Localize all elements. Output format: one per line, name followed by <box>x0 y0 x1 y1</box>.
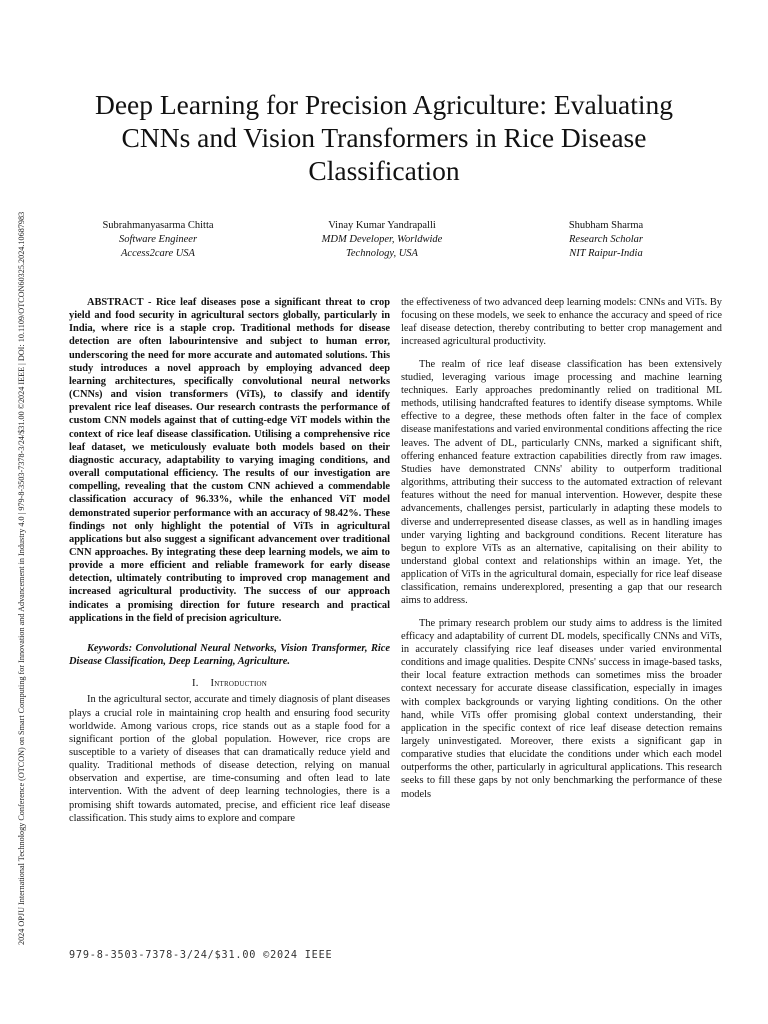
author-affiliation: Technology, USA <box>346 248 418 260</box>
left-column <box>69 296 390 825</box>
author-name: Subrahmanyasarma Chitta <box>102 220 214 231</box>
intro-paragraph-1-continued: the effectiveness of two advanced deep learning models: CNNs and ViTs. By focusing on these models, we seek to enhance the accuracy and speed of rice leaf disease detection, thereby contributing to better crop management and increased agricultural productivity. <box>401 297 722 348</box>
author-name: Vinay Kumar Yandrapalli <box>328 220 436 231</box>
section-number: I. <box>191 678 199 690</box>
right-column <box>401 296 722 801</box>
author-2 <box>272 219 492 262</box>
author-affiliation: NIT Raipur-India <box>569 248 643 260</box>
section-title: Introduction <box>210 678 268 690</box>
intro-paragraph-2: The realm of rice leaf disease classification has been extensively studied, leveraging various image processing and machine learning techniques. Early approaches predominantly relied on traditional ML methods, utilising handcrafted features to identify disease symptoms. While effective to a degree, these methods often falter in the face of complex disease manifestations and varied environmental conditions affecting the rice leaves. The advent of DL, particularly CNNs, marked a significant shift, offering enhanced feature extraction capabilities directly from raw images. Studies have demonstrated CNNs' ability to outperform traditional algorithms, attributing their success to the automated extraction of relevant features without the need for manual intervention. However, despite these advancements, challenges persist, particularly in adapting these models to diverse and underrepresented disease classes, as well as in handling images under varying lighting and background conditions. Recent literature has begun to explore ViTs as an alternative, capitalising on their ability to understand global context and relationships within an image. Yet, the application of ViTs in the agricultural domain, especially for rice leaf disease classification, remains underexplored, presenting a gap that our research aims to address. <box>401 358 722 607</box>
author-block <box>0 219 768 269</box>
author-name: Shubham Sharma <box>568 220 644 231</box>
author-affiliation: Access2care USA <box>121 248 195 260</box>
abstract <box>69 296 390 625</box>
author-1 <box>48 219 268 262</box>
author-role: Research Scholar <box>569 234 643 246</box>
intro-paragraph-3: The primary research problem our study aims to address is the limited efficacy and adaptability of current DL models, specifically CNNs and ViTs, in accurately classifying rice leaf diseases under varied environmental conditions and image qualities. Despite CNNs' success in image-based tasks, their local feature extraction methods can sometimes miss the broader context necessary for accurate disease classification, especially in images with complex backgrounds or varying lighting conditions. On the other hand, while ViTs offer promising global context understanding, their application in the specific context of rice leaf disease detection remains largely uninvestigated. Moreover, there exists a significant gap in comparative studies that elucidate the conditions under which each model outperforms the other, particularly in agricultural applications. This research seeks to fill these gaps by not only benchmarking the performance of these models <box>401 617 722 800</box>
footer-copyright-code: 979-8-3503-7378-3/24/$31.00 ©2024 IEEE <box>69 950 333 961</box>
abstract-text: - Rice leaf diseases pose a significant threat to crop yield and food security in agricultural sectors globally, particularly in India, where rice is a staple crop. Traditional methods for disease detection are often labourintensive and subject to human error, underscoring the need for more accurate and automated solutions. This study introduces a novel approach by employing advanced deep learning architectures, specifically convolutional neural networks (CNNs) and vision transformers (ViTs), to classify and identify prevalent rice leaf diseases. Our research contrasts the performance of custom CNN models against that of cutting-edge ViT models within the context of rice leaf disease classification. Utilising a comprehensive rice leaf dataset, we meticulously evaluate both models based on their diagnostic accuracy, adaptability to varying imaging conditions, and overall computational efficiency. The results of our investigation are compelling, revealing that the custom CNN achieved a commendable classification accuracy of 96.33%, while the enhanced ViT model demonstrated superior performance with an accuracy of 98.42%. These findings not only highlight the potential of ViTs in agricultural applications but also suggest a significant advancement over traditional CNN approaches. By integrating these deep learning models, we aim to provide a more efficient and reliable framework for early disease detection, ultimately contributing to improved crop management and increased agricultural productivity. The success of our approach indicates a promising direction for future research and practical applications in the field of precision agriculture. <box>69 297 390 624</box>
keywords: Keywords: Convolutional Neural Networks, Vision Transformer, Rice Disease Classification, Deep Learning, Agriculture. <box>69 642 390 668</box>
paper-title: Deep Learning for Precision Agriculture: Evaluating CNNs and Vision Transformers in Rice Disease Classification <box>94 89 674 186</box>
author-role: MDM Developer, Worldwide <box>321 234 443 246</box>
author-role: Software Engineer <box>118 234 198 246</box>
author-3 <box>496 219 716 262</box>
conference-side-note: 2024 OPJU International Technology Conference (OTCON) on Smart Computing for Innovation and Advancement in Industry 4.0 | 979-8-3503-7378-3/24/$31.00 ©2024 IEEE | DOI: 10.1109/OTCON60325.2024.10687983 <box>17 211 26 945</box>
section-heading-introduction <box>69 677 390 690</box>
intro-paragraph-1: In the agricultural sector, accurate and timely diagnosis of plant diseases plays a crucial role in maintaining crop health and ensuring food security worldwide. Among various crops, rice stands out as a staple food for a significant portion of the global population. However, rice crops are susceptible to a variety of diseases that can dramatically reduce yield and quality. Traditional methods of disease detection, relying on manual observation and expertise, are time-consuming and often lead to late intervention. With the advent of deep learning technologies, there is a promising shift towards automated, precise, and efficient rice leaf disease classification. This study aims to explore and compare <box>69 694 390 824</box>
abstract-label: ABSTRACT <box>87 297 144 308</box>
